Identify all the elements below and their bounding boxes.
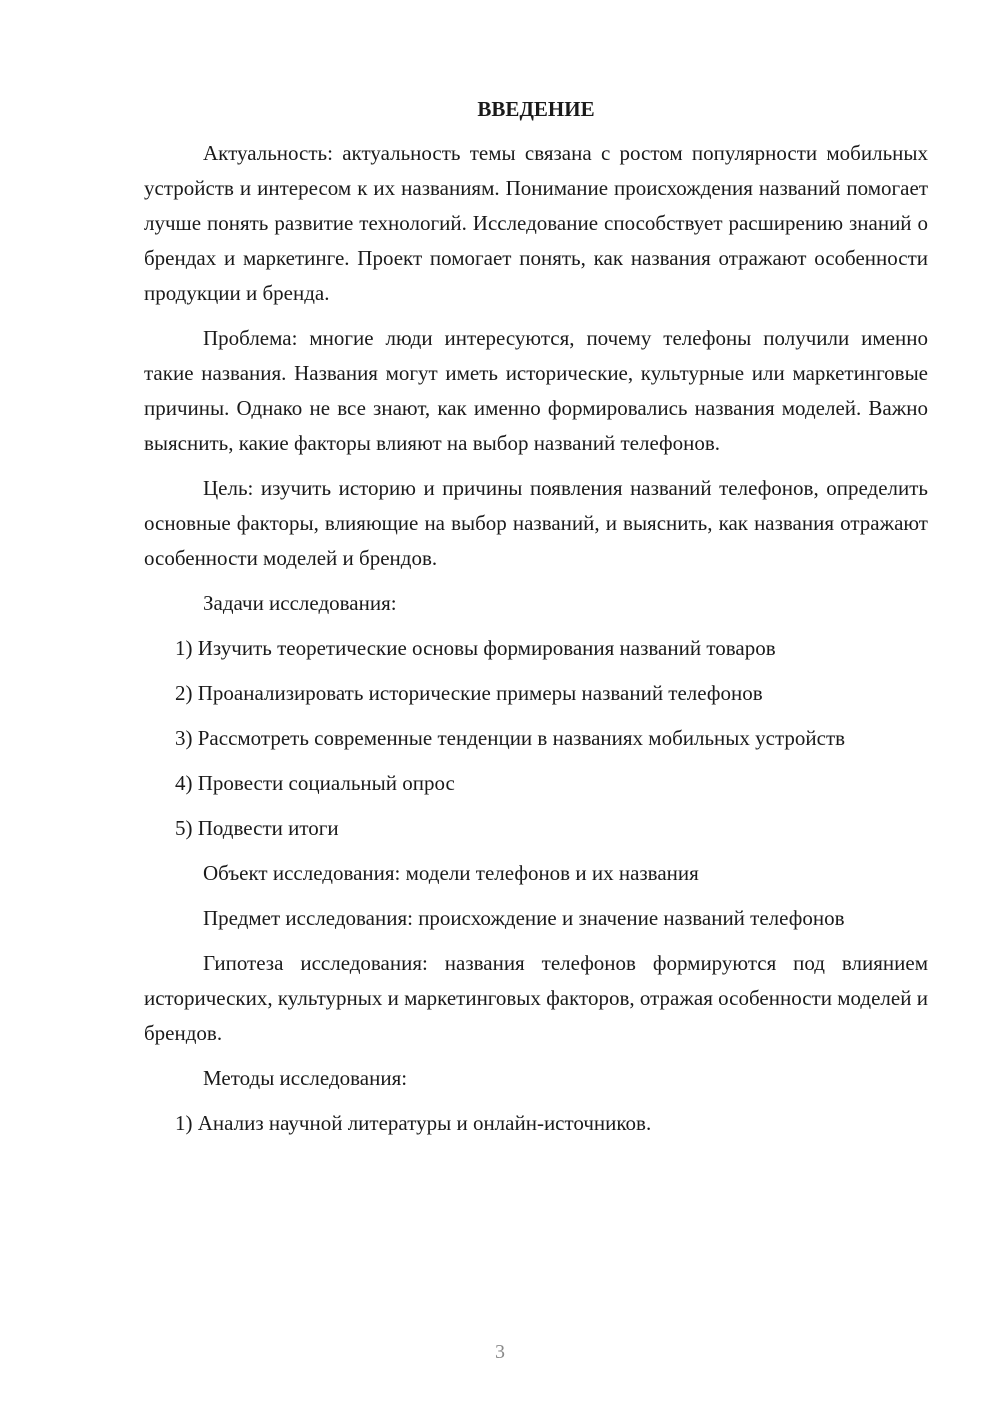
- page-title: ВВЕДЕНИЕ: [477, 97, 595, 121]
- paragraph-hypothesis: Гипотеза исследования: названия телефонов формируются под влиянием исторических, культурных и маркетинговых факторов, отражая особенности моделей и брендов.: [144, 951, 928, 1045]
- task-item-5: 5) Подвести итоги: [175, 816, 339, 840]
- methods-heading: Методы исследования:: [203, 1066, 408, 1090]
- task-item-1: 1) Изучить теоретические основы формирования названий товаров: [175, 636, 776, 660]
- paragraph-goal: Цель: изучить историю и причины появления названий телефонов, определить основные факторы, влияющие на выбор названий, и выяснить, как названия отражают особенности моделей и брендов.: [144, 476, 928, 570]
- paragraph-problem: Проблема: многие люди интересуются, почему телефоны получили именно такие названия. Названия могут иметь исторические, культурные или маркетинговые причины. Однако не все знают, как именно формировались названия моделей. Важно выяснить, какие факторы влияют на выбор названий телефонов.: [144, 326, 928, 455]
- task-item-2: 2) Проанализировать исторические примеры названий телефонов: [175, 681, 763, 705]
- page-content: [144, 94, 928, 1151]
- task-item-3: 3) Рассмотреть современные тенденции в названиях мобильных устройств: [175, 726, 846, 750]
- method-item-1: 1) Анализ научной литературы и онлайн-источников.: [175, 1111, 652, 1135]
- paragraph-actuality: Актуальность: актуальность темы связана с ростом популярности мобильных устройств и интересом к их названиям. Понимание происхождения названий помогает лучше понять развитие технологий. Исследование способствует расширению знаний о брендах и маркетинге. Проект помогает понять, как названия отражают особенности продукции и бренда.: [144, 141, 928, 305]
- page-number: 3: [495, 1341, 505, 1363]
- tasks-heading: Задачи исследования:: [203, 591, 397, 615]
- paragraph-object: Объект исследования: модели телефонов и их названия: [203, 861, 699, 885]
- paragraph-subject: Предмет исследования: происхождение и значение названий телефонов: [203, 906, 845, 930]
- task-item-4: 4) Провести социальный опрос: [175, 771, 455, 795]
